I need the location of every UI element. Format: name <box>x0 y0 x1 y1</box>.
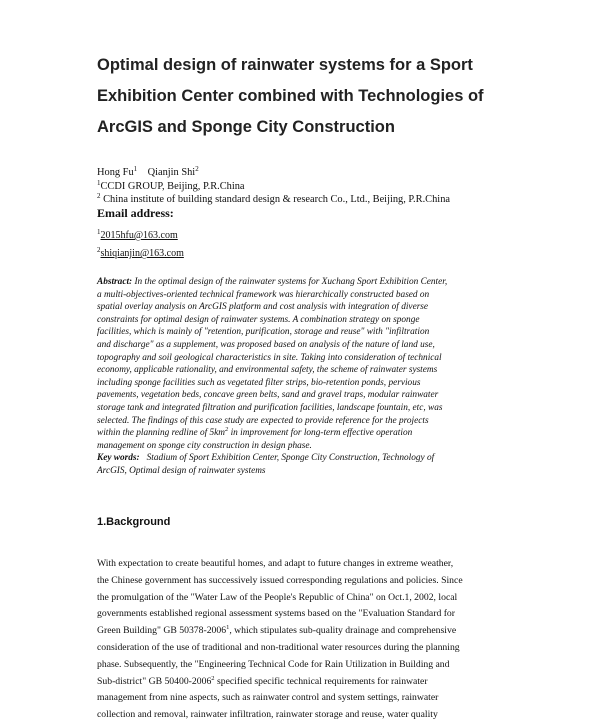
ref-sup: 1 <box>226 624 230 632</box>
abstract-line: pavements, vegetation beds, concave green belts, sand and gravel traps, modular rainwater <box>97 390 439 401</box>
affiliation <box>97 180 547 194</box>
affiliation-text: China institute of building standard design & research Co., Ltd., Beijing, P.R.China <box>103 194 451 205</box>
abstract-line: management on sponge city construction in design phase. <box>97 440 312 451</box>
body-line: Sub-district" GB 50400-2006$^2$ specified specific technical requirements for rainwater <box>97 674 428 687</box>
keywords-line: Key words: Stadium of Sport Exhibition Center, Sponge City Construction, Technology of <box>97 453 435 463</box>
author-sup: 2 <box>195 165 199 173</box>
email-link[interactable]: shiqianjin@163.com <box>100 248 184 259</box>
section-heading: 1.Background <box>97 516 171 528</box>
abstract-line: facilities, which is mainly of "retention, purification, storage and reuse" with "infiltration <box>97 327 430 338</box>
ref-sup: 2 <box>211 674 215 682</box>
email-block <box>97 227 397 263</box>
abstract-line: storage tank and integrated filtration and purification facilities, landscape fountain, etc, was <box>97 402 443 413</box>
abstract-line: constraints for optimal design of rainwater systems. A combination strategy on sponge <box>97 314 420 325</box>
keywords-line: ArcGIS, Optimal design of rainwater systems <box>97 465 266 476</box>
email-link[interactable]: 2015hfu@163.com <box>100 230 178 241</box>
body-line: Green Building" GB 50378-2006$^1$, which stipulates sub-quality drainage and comprehensive <box>97 624 457 637</box>
body-line: governments established regional assessment systems based on the "Evaluation Standard for <box>97 608 456 620</box>
abstract-line: within the planning redline of $5km^2$ in improvement for long-term effective operation <box>97 426 413 439</box>
affiliation-sup: 1 <box>97 178 101 187</box>
keywords-label: Key words: <box>97 453 140 463</box>
author-name: Hong Fu <box>97 167 134 178</box>
body-line: management from nine aspects, such as rainwater control and system settings, rainwater <box>97 692 439 704</box>
abstract-line: selected. The findings of this case study are expected to provide reference for the projects <box>97 415 429 426</box>
email-entry <box>97 227 397 245</box>
body-line: the Chinese government has successively issued corresponding regulations and policies. Since <box>97 574 463 586</box>
affiliation-sup: 2 <box>97 192 101 200</box>
abstract-line: economy, applicable rationality, and environmental safety, the scheme of rainwater systems <box>97 365 438 376</box>
abstract-line: Abstract: In the optimal design of the rainwater systems for Xuchang Sport Exhibition Center, <box>97 277 448 287</box>
author-name: Qianjin Shi <box>147 167 196 178</box>
paper-title <box>97 50 547 143</box>
email-sup: 2 <box>97 246 101 254</box>
author-names <box>97 166 547 180</box>
abstract-line: topography and soil geological characteristics in site. Taking into consideration of technical <box>97 352 442 363</box>
body-text <box>97 556 512 724</box>
body-line: With expectation to create beautiful homes, and adapt to future changes in extreme weather, <box>97 558 454 569</box>
abstract-line: including sponge facilities such as vegetated filter strips, bio-retention ponds, pervious <box>97 377 421 388</box>
email-entry <box>97 245 397 263</box>
abstract <box>97 276 509 452</box>
body-line: consideration of the use of traditional and non-traditional water resources during the planning <box>97 641 460 653</box>
email-heading: Email address: <box>97 206 174 220</box>
keywords <box>97 452 509 478</box>
km-sup: 2 <box>225 426 229 434</box>
abstract-line: a multi-objectives-oriented technical framework was hierarchically constructed based on <box>97 289 430 300</box>
title-line: Optimal design of rainwater systems for a Sport <box>97 56 473 74</box>
affiliation-text: CCDI GROUP, Beijing, P.R.China <box>100 180 245 192</box>
author-sup: 1 <box>133 165 138 173</box>
abstract-label: Abstract: <box>97 277 133 287</box>
abstract-line: and discharge" as a supplement, was proposed based on analysis of the nature of land use, <box>97 339 435 350</box>
affiliation <box>97 193 547 207</box>
author-block <box>97 166 547 207</box>
body-line: the promulgation of the "Water Law of the People's Republic of China" on Oct.1, 2002, local <box>97 591 458 603</box>
body-line: collection and removal, rainwater infiltration, rainwater storage and reuse, water quality <box>97 709 438 721</box>
title-line: ArcGIS and Sponge City Construction <box>97 118 395 136</box>
title-line: Exhibition Center combined with Technologies of <box>97 87 484 105</box>
body-line: phase. Subsequently, the "Engineering Technical Code for Rain Utilization in Building and <box>97 658 450 670</box>
abstract-line: spatial overlay analysis on ArcGIS platform and cost analysis with integration of diverse <box>97 302 429 313</box>
email-sup: 1 <box>97 228 101 236</box>
